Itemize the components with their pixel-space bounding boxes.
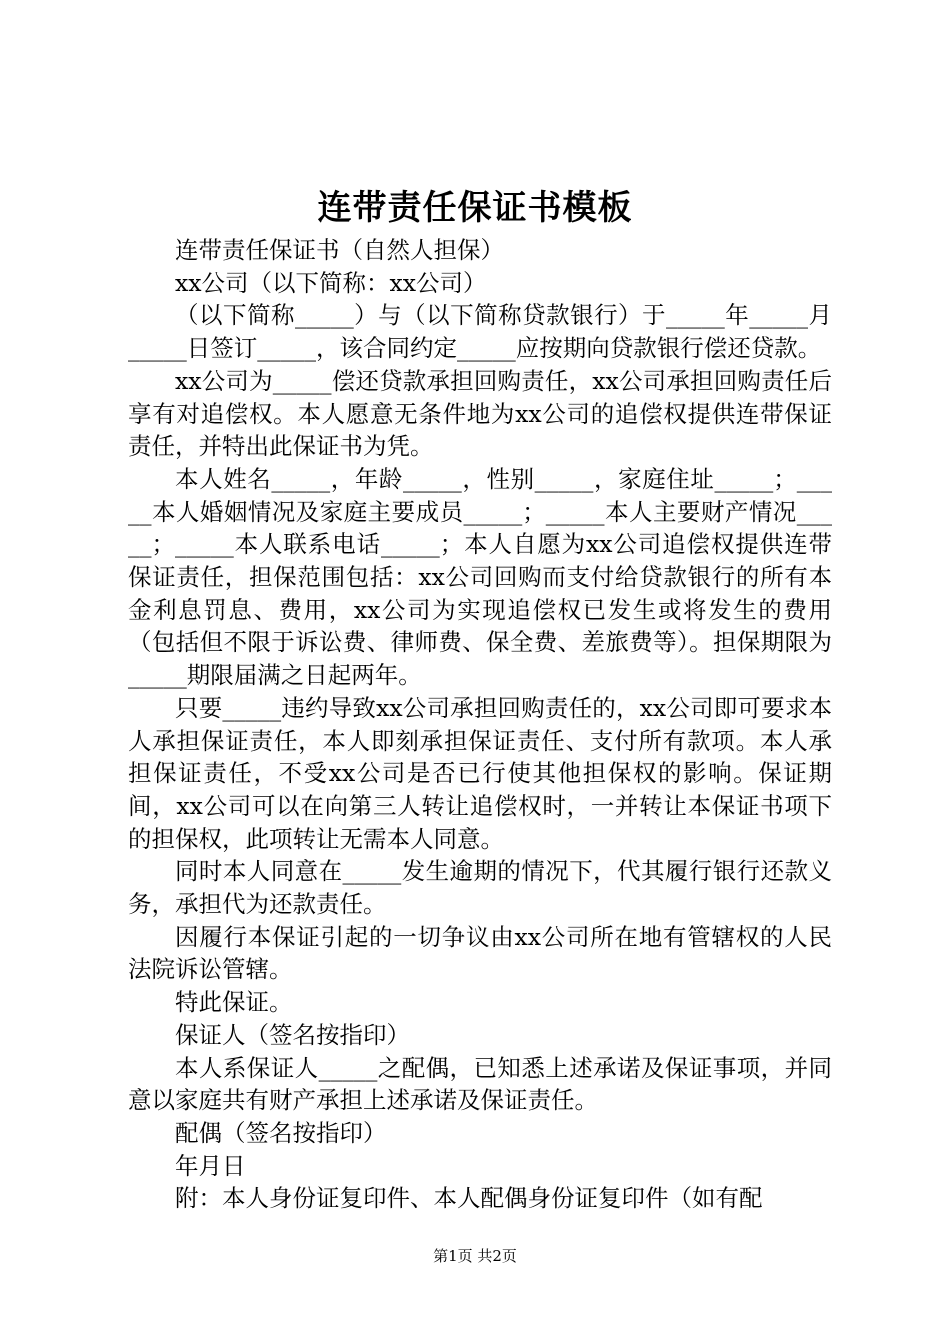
paragraph: 特此保证。: [175, 988, 293, 1017]
paragraph: 保证人（签名按指印）: [175, 1020, 410, 1049]
paragraph: 配偶（签名按指印）: [175, 1118, 387, 1147]
page-footer: 第1页 共2页: [433, 1247, 517, 1265]
document-title: 连带责任保证书模板: [317, 188, 633, 228]
paragraph: （以下简称_____）与（以下简称贷款银行）于_____年_____月_____日签订_____，该合同约定_____应按期向贷款银行偿还贷款。: [128, 301, 832, 363]
paragraph: xx公司（以下简称：xx公司）: [175, 268, 487, 297]
paragraph: 本人姓名_____，年龄_____，性别_____，家庭住址_____；_____本人婚姻情况及家庭主要成员_____；_____本人主要财产情况_____；_____本人联系电话_____；本人自愿为xx公司追偿权提供连带保证责任，担保范围包括：xx公司回购而支付给贷款银行的所有本金利息罚息、费用，xx公司为实现追偿权已发生或将发生的费用（包括但不限于诉讼费、律师费、保全费、差旅费等）。担保期限为_____期限届满之日起两年。: [128, 464, 832, 690]
paragraph: xx公司为_____偿还贷款承担回购责任，xx公司承担回购责任后享有对追偿权。本人愿意无条件地为xx公司的追偿权提供连带保证责任，并特出此保证书为凭。: [128, 366, 832, 461]
paragraph: 本人系保证人_____之配偶，已知悉上述承诺及保证事项，并同意以家庭共有财产承担上述承诺及保证责任。: [128, 1053, 832, 1115]
document-body: [128, 234, 832, 1215]
paragraph: 因履行本保证引起的一切争议由xx公司所在地有管辖权的人民法院诉讼管辖。: [128, 922, 832, 984]
paragraph: 同时本人同意在_____发生逾期的情况下，代其履行银行还款义务，承担代为还款责任。: [128, 857, 832, 919]
paragraph: 年月日: [175, 1151, 246, 1180]
paragraph: 附：本人身份证复印件、本人配偶身份证复印件（如有配: [175, 1184, 763, 1213]
paragraph: 连带责任保证书（自然人担保）: [175, 236, 504, 264]
paragraph: 只要_____违约导致xx公司承担回购责任的，xx公司即可要求本人承担保证责任，本人即刻承担保证责任、支付所有款项。本人承担保证责任，不受xx公司是否已行使其他担保权的影响。保证期间，xx公司可以在向第三人转让追偿权时，一并转让本保证书项下的担保权，此项转让无需本人同意。: [128, 693, 832, 853]
